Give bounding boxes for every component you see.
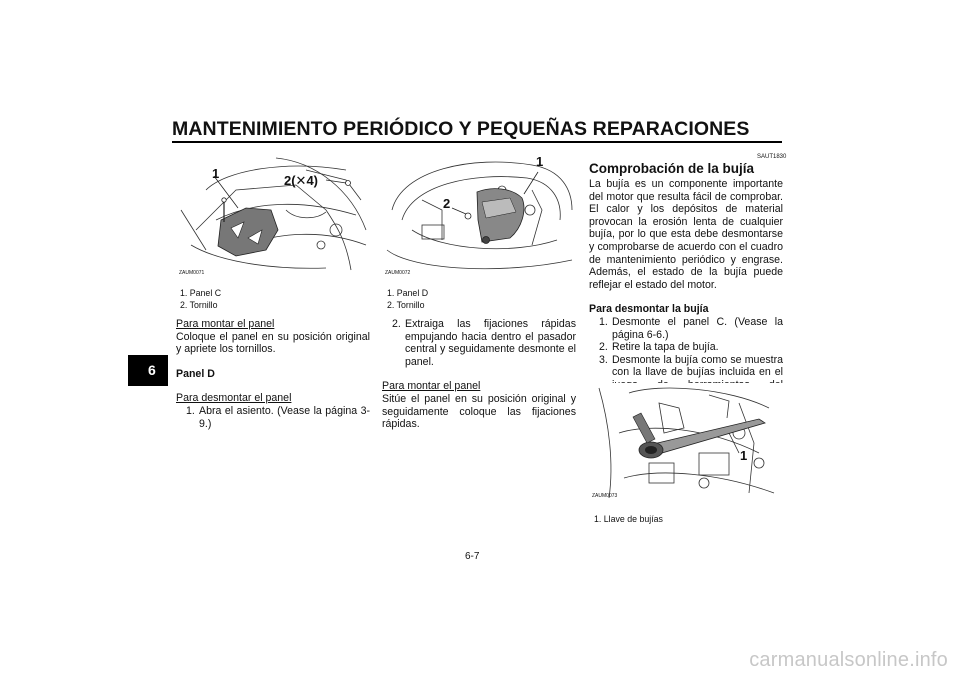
watermark: carmanualsonline.info — [749, 649, 948, 671]
step-item — [186, 405, 370, 430]
column-2 — [382, 318, 576, 431]
step-number: 3. — [599, 353, 608, 366]
step-number: 1. — [599, 315, 608, 328]
step-item — [599, 341, 783, 354]
fig1-legend-item: 1. Panel C — [180, 288, 222, 298]
step-text: Desmonte la bujía como se muestra con la llave de bujías incluida en el — [612, 353, 783, 379]
step-text: Abra el asiento. (Vease la página 3-9.) — [199, 404, 370, 430]
step-item — [599, 316, 783, 341]
figure-spark-plug-wrench — [589, 383, 783, 501]
step-text: Retire la tapa de bujía. — [612, 341, 719, 354]
step-number: 2. — [599, 341, 608, 354]
page-title: MANTENIMIENTO PERIÓDICO Y PEQUEÑAS REPARACIONES — [172, 118, 750, 140]
fig2-callout-2: 2 — [443, 196, 451, 211]
dismount-panel-heading: Para desmontar el panel — [176, 392, 292, 405]
section-title: Comprobación de la bujía — [589, 161, 755, 176]
chapter-tab: 6 — [128, 355, 168, 386]
figure-panel-d — [382, 150, 576, 278]
fig2-legend-item: 2. Tornillo — [387, 300, 425, 310]
column-3 — [589, 178, 783, 404]
header-rule — [172, 141, 782, 143]
scooter-front-panel-illustration — [176, 150, 370, 278]
column-1 — [176, 318, 370, 430]
fig2-callout-1: 1 — [536, 154, 544, 169]
fig1-callout-2: 2(✕4) — [284, 173, 319, 188]
fig1-legend-item: 2. Tornillo — [180, 300, 218, 310]
figure-panel-c — [176, 150, 370, 278]
fig2-legend-item: 1. Panel D — [387, 288, 429, 298]
mount-panel-text: Sitúe el panel en su posición original y seguidamente coloque las fijaciones rápidas. — [382, 392, 576, 431]
fig1-callout-1: 1 — [212, 166, 220, 181]
section-code: SAUT1830 — [757, 154, 787, 160]
fig3-callout-1: 1 — [740, 448, 748, 463]
fig1-code: ZAUM0071 — [179, 270, 205, 276]
dismount-spark-plug-heading: Para desmontar la bujía — [589, 303, 709, 316]
step-number: 1. — [186, 404, 195, 417]
fig3-code: ZAUM0073 — [592, 493, 618, 499]
step-item — [392, 318, 576, 368]
mount-panel-text: Coloque el panel en su posición original y apriete los tornillos. — [176, 330, 370, 356]
fig2-code: ZAUM0072 — [385, 270, 411, 276]
panel-d-heading: Panel D — [176, 367, 215, 380]
step-number: 2. — [392, 318, 401, 330]
spark-plug-engine-illustration — [589, 383, 783, 501]
step-text: Desmonte el panel C. (Vease la página 6-6.) — [612, 315, 783, 341]
mount-panel-heading: Para montar el panel — [176, 318, 275, 330]
mount-panel-heading: Para montar el panel — [382, 380, 481, 393]
page-number: 6-7 — [465, 551, 480, 562]
step-text: Extraiga las fijaciones rápidas empujando hacia dentro el pasador central y seguidamente desmonte el panel. — [405, 318, 576, 368]
storage-compartment-illustration — [382, 150, 576, 278]
fig3-legend-item: 1. Llave de bujías — [594, 514, 663, 524]
spark-plug-intro: La bujía es un componente importante del motor que resulta fácil de comprobar. El calor y los depósitos de material provocan la erosión lenta de cualquier bujía, por lo que esta debe desmontarse y comprobarse de acuerdo con el cuadro de mantenimiento periódico y engrase. Además, el estado de la bujía puede reflejar el estado del motor. — [589, 178, 783, 291]
